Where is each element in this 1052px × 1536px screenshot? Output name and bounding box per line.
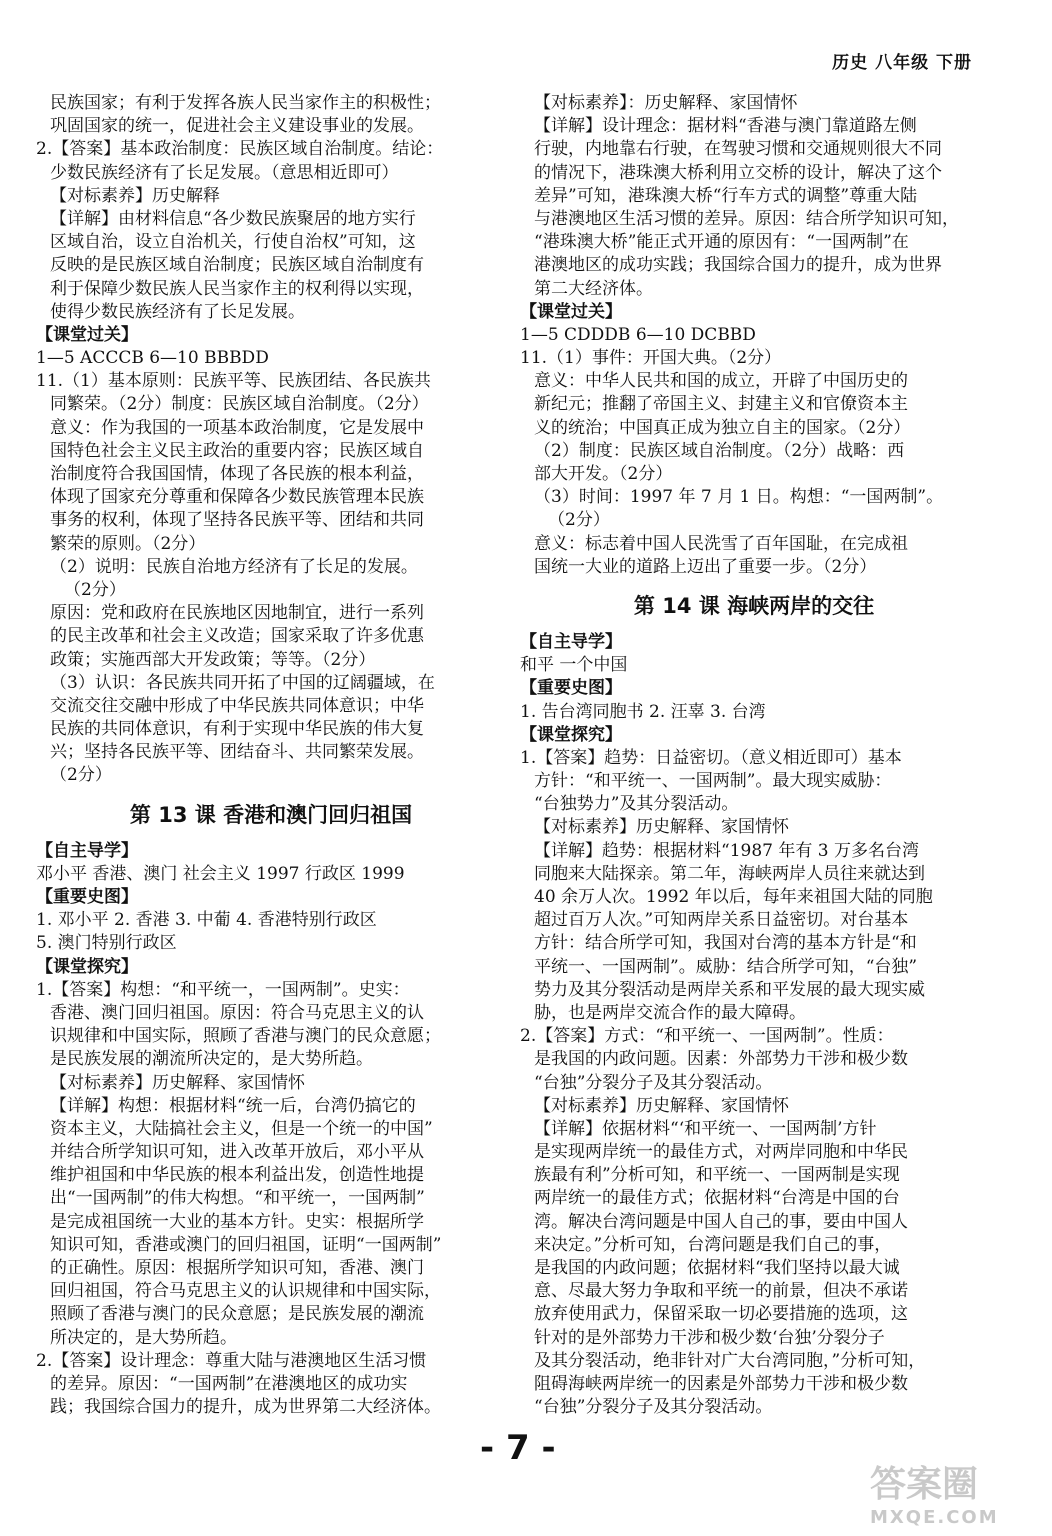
page-number: - 7 - (480, 1428, 556, 1468)
text-line: 胁，也是两岸交流合作的最大障碍。 (534, 1002, 806, 1023)
section-heading: 【自主导学】 (36, 840, 138, 861)
section-heading: 【课堂过关】 (520, 301, 622, 322)
text-line: 方针：结合所学可知，我国对台湾的基本方针是“和 (534, 933, 917, 954)
section-heading: 【课堂探究】 (520, 724, 622, 745)
page-header: 历史 八年级 下册 (832, 53, 972, 73)
text-line: （2分） (548, 510, 610, 531)
left-column (36, 92, 506, 1419)
text-line: 两岸统一的最佳方式；依据材料“台湾是中国的台 (534, 1188, 900, 1209)
text-line: 原因：党和政府在民族地区因地制宜，进行一系列 (50, 603, 424, 624)
text-line: 湾。解决台湾问题是中国人自己的事，要由中国人 (534, 1211, 908, 1232)
text-line: 新纪元；推翻了帝国主义、封建主义和官僚资本主 (534, 394, 908, 415)
text-line: 交流交往交融中形成了中华民族共同体意识；中华 (50, 695, 424, 716)
text-line: （2）说明：民族自治地方经济有了长足的发展。 (50, 556, 418, 577)
text-line: 出“一国两制”的伟大构想。“和平统一，一国两制” (50, 1188, 425, 1209)
section-heading: 【重要史图】 (36, 887, 138, 907)
text-line: 义的统治；中国真正成为独立自主的国家。（2分） (534, 417, 911, 438)
text-line: 第二大经济体。 (534, 278, 653, 299)
text-line: 放弃使用武力，保留采取一切必要措施的选项，这 (534, 1304, 908, 1325)
text-line: 区域自治，设立自治机关，行使自治权”可知，这 (50, 232, 416, 253)
text-line: 意义：中华人民共和国的成立，开辟了中国历史的 (534, 371, 908, 392)
text-line: 5. 澳门特别行政区 (36, 933, 177, 954)
text-line: 【详解】构想：根据材料“统一后，台湾仍搞它的 (50, 1095, 416, 1116)
text-line: 邓小平 香港、澳门 社会主义 1997 行政区 1999 (36, 863, 405, 884)
watermark-top: 答案圈 (870, 1464, 979, 1505)
text-line: 【对标素养】历史解释、家国情怀 (534, 817, 789, 838)
text-line: 意、尽最大努力争取和平统一的前景，但决不承诺 (534, 1281, 908, 1302)
text-line: 利于保障少数民族人民当家作主的权利得以实现， (50, 278, 424, 299)
section-heading: 【自主导学】 (520, 631, 622, 652)
text-line: 兴；坚持各民族平等、团结奋斗、共同繁荣发展。 (50, 742, 424, 763)
text-line: （2）制度：民族区域自治制度。（2分）战略：西 (534, 440, 905, 461)
text-line: 少数民族经济有了长足发展。（意思相近即可） (50, 162, 399, 183)
text-line: 【对标素养】：历史解释、家国情怀 (534, 93, 798, 113)
text-line: 巩固国家的统一，促进社会主义建设事业的发展。 (50, 116, 424, 137)
text-line: 政策；实施西部大开发政策；等等。（2分） (50, 649, 376, 670)
section-heading: 【课堂探究】 (36, 956, 138, 977)
text-line: 同胞来大陆探亲。第二年，海峡两岸人员往来就达到 (534, 863, 925, 884)
text-line: 平统一、一国两制”。威胁：结合所学可知，“台独” (534, 956, 918, 977)
text-line: 2.【答案】方式：“和平统一、一国两制”。性质： (520, 1026, 894, 1047)
text-line: 所决定的，是大势所趋。 (50, 1327, 237, 1348)
text-line: 1—5 CDDDB 6—10 DCBBD (520, 324, 756, 345)
text-line: 国统一大业的道路上迈出了重要一步。（2分） (534, 556, 877, 577)
text-line: 2.【答案】设计理念：尊重大陆与港澳地区生活习惯 (36, 1350, 427, 1371)
text-line: 差异”可知，港珠澳大桥“行车方式的调整”尊重大陆 (534, 185, 918, 206)
text-line: 族最有利”分析可知，和平统一、一国两制是实现 (534, 1165, 900, 1186)
text-line: “台独”分裂分子及其分裂活动。 (534, 1397, 773, 1418)
text-line: 及其分裂活动，绝非针对广大台湾同胞，”分析可知， (534, 1350, 926, 1371)
text-line: （3）认识：各民族共同开拓了中国的辽阔疆域，在 (50, 672, 435, 693)
text-line: “台独”分裂分子及其分裂活动。 (534, 1072, 773, 1093)
text-line: 【对标素养】历史解释、家国情怀 (50, 1072, 305, 1093)
text-line: 照顾了香港与澳门的民众意愿；是民族发展的潮流 (50, 1304, 424, 1325)
text-line: 1.【答案】构想：“和平统一，一国两制”。史实： (36, 979, 410, 1000)
text-line: 2.【答案】基本政治制度：民族区域自治制度。结论： (36, 139, 444, 160)
text-line: 势力及其分裂活动是两岸关系和平发展的最大现实威 (534, 979, 925, 1000)
text-line: （2分） (50, 765, 112, 786)
section-heading: 【重要史图】 (520, 678, 622, 699)
text-line: 行驶，内地靠右行驶，在驾驶习惯和交通规则很大不同 (534, 139, 942, 160)
text-line: 的情况下，港珠澳大桥利用立交桥的设计，解决了这个 (534, 162, 942, 183)
watermark-url: MXQE.COM (870, 1507, 999, 1528)
text-line: 民族的共同体意识，有利于实现中华民族的伟大复 (50, 719, 424, 740)
text-line: 和平 一个中国 (520, 655, 628, 676)
text-line: 1. 告台湾同胞书 2. 汪辜 3. 台湾 (520, 701, 766, 722)
text-line: 与港澳地区生活习惯的差异。原因：结合所学知识可知， (534, 208, 959, 229)
text-line: 来决定。”分析可知，台湾问题是我们自己的事， (534, 1234, 892, 1255)
text-line: 维护祖国和中华民族的根本利益出发，创造性地提 (50, 1165, 424, 1186)
right-column (520, 92, 988, 1419)
text-line: 【详解】设计理念：据材料“香港与澳门靠道路左侧 (534, 116, 917, 137)
text-line: 使得少数民族经济有了长足发展。 (50, 301, 305, 322)
text-line: 是完成祖国统一大业的基本方针。史实：根据所学 (50, 1211, 424, 1232)
text-line: （2分） (64, 579, 126, 600)
text-line: 民族国家；有利于发挥各族人民当家作主的积极性； (50, 93, 441, 113)
text-line: 践；我国综合国力的提升，成为世界第二大经济体。 (50, 1397, 441, 1418)
text-line: 阻碍海峡两岸统一的因素是外部势力干涉和极少数 (534, 1373, 908, 1394)
text-line: 方针：“和平统一、一国两制”。最大现实威胁： (534, 771, 892, 792)
text-line: “港珠澳大桥”能正式开通的原因有：“一国两制”在 (534, 232, 909, 253)
text-line: 资本主义，大陆搞社会主义，但是一个统一的中国” (50, 1118, 433, 1139)
text-line: “台独势力”及其分裂活动。 (534, 794, 739, 815)
text-line: 回归祖国，符合马克思主义的认识规律和中国实际， (50, 1281, 441, 1302)
text-line: 是民族发展的潮流所决定的，是大势所趋。 (50, 1049, 373, 1070)
text-line: 【对标素养】历史解释 (50, 185, 220, 206)
text-line: 【详解】由材料信息“各少数民族聚居的地方实行 (50, 208, 416, 229)
text-line: 是实现两岸统一的最佳方式，对两岸同胞和中华民 (534, 1142, 908, 1163)
text-line: 并结合所学知识可知，进入改革开放后，邓小平从 (50, 1142, 424, 1163)
text-line: 1.【答案】趋势：日益密切。（意义相近即可）基本 (520, 747, 902, 768)
text-line: 意义：作为我国的一项基本政治制度，它是发展中 (50, 417, 424, 438)
text-line: 针对的是外部势力干涉和极少数‘台独’分裂分子 (534, 1327, 885, 1348)
section-heading: 【课堂过关】 (36, 324, 138, 345)
text-line: 意义：标志着中国人民洗雪了百年国耻，在完成祖 (534, 533, 908, 554)
text-line: 部大开发。（2分） (534, 464, 673, 484)
text-line: 【对标素养】历史解释、家国情怀 (534, 1095, 789, 1116)
text-line: 【详解】依据材料“‘和平统一、一国两制’方针 (534, 1118, 877, 1139)
text-line: 超过百万人次。”可知两岸关系日益密切。对台基本 (534, 910, 909, 931)
text-line: 1. 邓小平 2. 香港 3. 中葡 4. 香港特别行政区 (36, 910, 377, 931)
text-line: 的差异。原因：“一国两制”在港澳地区的成功实 (50, 1373, 408, 1394)
text-line: 事务的权利，体现了坚持各民族平等、团结和共同 (50, 510, 424, 531)
lesson-title: 第 13 课 香港和澳门回归祖国 (129, 802, 413, 827)
lesson-title: 第 14 课 海峡两岸的交往 (633, 593, 875, 618)
text-line: 港澳地区的成功实践；我国综合国力的提升，成为世界 (534, 255, 942, 276)
text-line: 40 余万人次。1992 年以后，每年来祖国大陆的同胞 (534, 887, 933, 907)
text-line: 识规律和中国实际，照顾了香港与澳门的民众意愿； (50, 1026, 441, 1047)
text-line: 【详解】趋势：根据材料“1987 年有 3 万多名台湾 (534, 840, 919, 861)
text-line: 治制度符合我国国情，体现了各民族的根本利益， (50, 464, 424, 484)
text-line: 1—5 ACCCB 6—10 BBBDD (36, 348, 269, 369)
text-line: 11.（1）基本原则：民族平等、民族团结、各民族共 (36, 371, 431, 392)
text-line: 繁荣的原则。（2分） (50, 533, 206, 554)
text-line: 是我国的内政问题。因素：外部势力干涉和极少数 (534, 1049, 908, 1070)
text-line: 香港、澳门回归祖国。原因：符合马克思主义的认 (50, 1002, 424, 1023)
text-line: 的民主改革和社会主义改造；国家采取了许多优惠 (50, 626, 424, 647)
text-line: 的正确性。原因：根据所学知识可知，香港、澳门 (50, 1258, 424, 1278)
watermark-logo (870, 1456, 1038, 1528)
text-line: 知识可知，香港或澳门的回归祖国，证明“一国两制” (50, 1234, 442, 1255)
text-line: 体现了国家充分尊重和保障各少数民族管理本民族 (50, 487, 424, 508)
text-line: 11.（1）事件：开国大典。（2分） (520, 348, 782, 369)
text-line: 国特色社会主义民主政治的重要内容；民族区域自 (50, 440, 424, 461)
text-line: 反映的是民族区域自治制度；民族区域自治制度有 (50, 255, 424, 276)
text-line: （3）时间：1997 年 7 月 1 日。构想：“一国两制”。 (534, 487, 944, 508)
text-line: 是我国的内政问题；依据材料“我们坚持以最大诚 (534, 1258, 900, 1278)
text-line: 同繁荣。（2分）制度：民族区域自治制度。（2分） (50, 394, 429, 415)
